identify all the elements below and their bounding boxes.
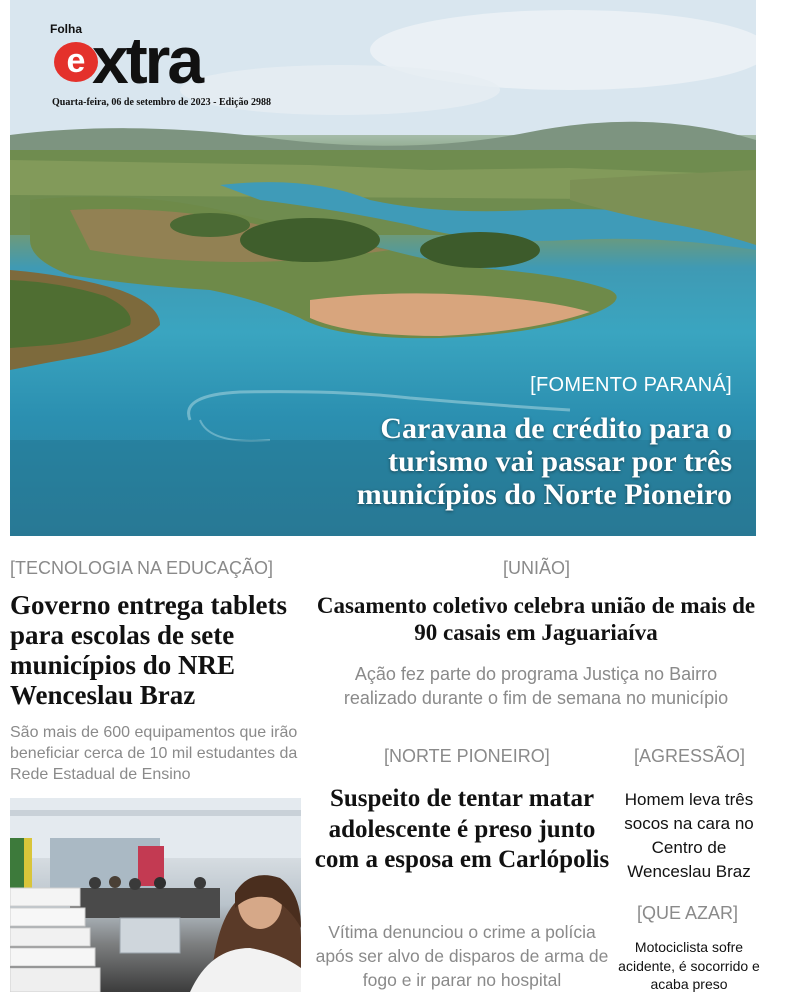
- sub-tecnologia: São mais de 600 equipamentos que irão beneficiar cerca de 10 mil estudantes da Rede Estadual de Ensino: [10, 724, 298, 783]
- hero-photo[interactable]: [10, 0, 756, 536]
- edition-line: Quarta-feira, 06 de setembro de 2023 - Edição 2988: [52, 97, 271, 108]
- headline-agressao[interactable]: Homem leva três socos na cara no Centro de Wenceslau Braz: [624, 790, 754, 881]
- headline-norte-pioneiro[interactable]: Suspeito de tentar matar adolescente é preso junto com a esposa em Carlópolis: [314, 785, 610, 873]
- kicker-que-azar: [QUE AZAR]: [637, 903, 739, 923]
- tablets-classroom-photo[interactable]: [10, 798, 301, 992]
- headline-uniao[interactable]: Casamento coletivo celebra união de mais de 90 casais em Jaguariaíva: [316, 593, 756, 645]
- hero-kicker: [FOMENTO PARANÁ]: [530, 374, 732, 396]
- kicker-uniao: [UNIÃO]: [503, 558, 571, 578]
- headline-que-azar[interactable]: Motociclista sofre acidente, é socorrido e acaba preso: [618, 939, 760, 992]
- kicker-norte-pioneiro: [NORTE PIONEIRO]: [384, 746, 550, 766]
- masthead-folha: Folha: [50, 22, 82, 36]
- logo-xtra-wordmark: xtra: [92, 23, 202, 97]
- headline-tecnologia[interactable]: Governo entrega tablets para escolas de sete municípios do NRE Wenceslau Braz: [10, 590, 287, 710]
- sub-uniao: Ação fez parte do programa Justiça no Bairro realizado durante o fim de semana no município: [343, 664, 729, 708]
- sub-norte-pioneiro: Vítima denunciou o crime a polícia após ser alvo de disparos de arma de fogo e ir parar no hospital: [315, 922, 609, 990]
- kicker-tecnologia: [TECNOLOGIA NA EDUCAÇÃO]: [10, 558, 274, 578]
- logo-e-badge: e: [54, 42, 98, 82]
- kicker-agressao: [AGRESSÃO]: [634, 746, 746, 766]
- hero-headline[interactable]: Caravana de crédito para o turismo vai passar por três municípios do Norte Pioneiro: [356, 412, 732, 511]
- classroom-illustration: [10, 798, 301, 992]
